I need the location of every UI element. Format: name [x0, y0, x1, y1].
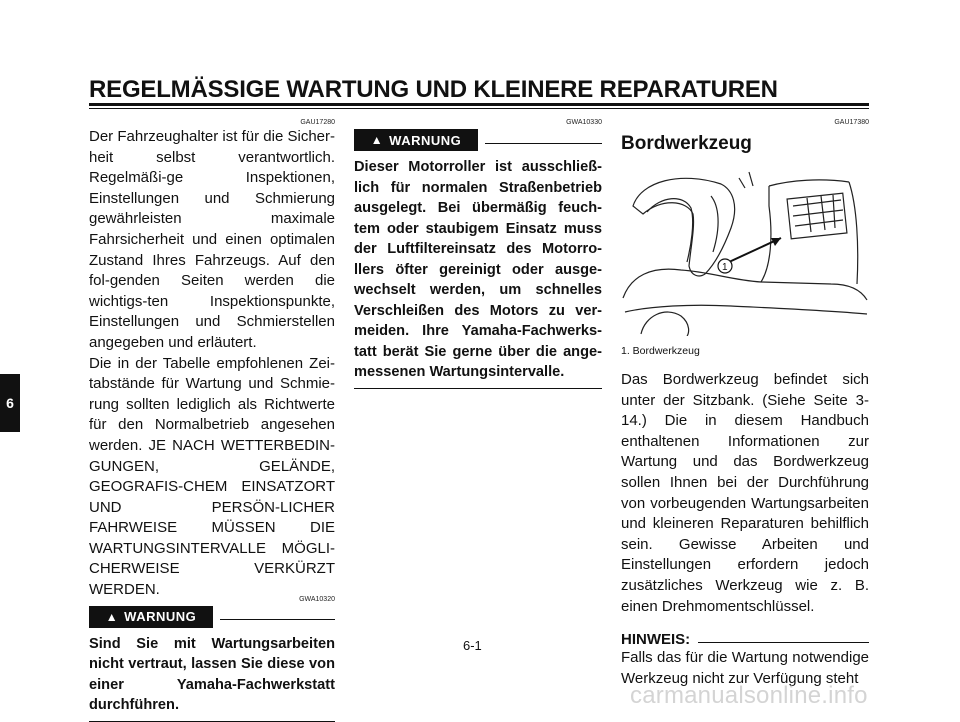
note-rule — [698, 642, 869, 643]
reference-code: GAU17380 — [834, 119, 869, 126]
warning-text: Sind Sie mit Wartungsarbeiten nicht vertraut, lassen Sie diese von einer Yamaha-Fachwerkstatt durchführen. — [89, 635, 335, 714]
warning-label: WARNUNG — [124, 609, 197, 625]
warning-label: WARNUNG — [389, 132, 462, 148]
warning-header — [354, 129, 602, 151]
warning-rule — [220, 619, 335, 620]
column-right — [621, 118, 869, 689]
reference-code: GAU17280 — [300, 119, 335, 126]
warning-triangle-icon: ▲ — [105, 609, 119, 624]
warning-badge — [354, 129, 478, 151]
callout-number: 1 — [722, 262, 728, 273]
interval-paragraph: Die in der Tabelle empfohlenen Zei-tabstände für Wartung und Schmie-rung sollten lediglich als Richtwerte für den Normalbetrieb angesehen werden. JE NACH WETTERBEDIN-GUNGEN, GELÄNDE, GEOGRAFIS-CHEM EINSATZORT UND PERSÖN-LICHER FAHRWEISE MÜSSEN DIE WARTUNGSINTERVALLE MÖGLI-CHERWEISE VERKÜRZT WERDEN. — [89, 354, 335, 599]
warning-code: GWA10320 — [299, 595, 335, 603]
watermark: carmanualsonline.info — [630, 682, 868, 709]
figure-caption: 1. Bordwerkzeug — [621, 345, 700, 357]
note-label: HINWEIS: — [621, 631, 691, 649]
note-header — [621, 631, 869, 648]
header-rule-thin — [89, 108, 869, 109]
header-rule — [89, 103, 869, 106]
section-title: Bordwerkzeug — [621, 133, 752, 154]
chapter-tab: 6 — [0, 374, 20, 432]
warning-triangle-icon: ▲ — [370, 133, 384, 147]
warning-code: GWA10330 — [566, 119, 602, 126]
warning-header — [89, 606, 335, 628]
scooter-seat-illustration — [621, 166, 869, 336]
column-left — [89, 118, 335, 722]
toolkit-illustration — [621, 166, 869, 336]
column-middle — [354, 118, 602, 389]
page-number: 6-1 — [463, 638, 482, 653]
warning-end-rule — [354, 388, 602, 389]
page-header-title: REGELMÄSSIGE WARTUNG UND KLEINERE REPARATUREN — [89, 76, 778, 103]
note-text: Falls das für die Wartung notwendige Werkzeug nicht zur Verfügung steht — [621, 649, 869, 687]
warning-badge — [89, 606, 213, 628]
intro-paragraph: Der Fahrzeughalter ist für die Sicher-heit selbst verantwortlich. Regelmäßi-ge Inspektionen, Einstellungen und Schmierung gewährleisten maximale Fahrsicherheit und einen optimalen Zustand Ihres Fahrzeugs. Auf den fol-genden Seiten werden die wichtigs-ten Inspektionspunkte, Einstellungen und Schmierstellen angegeben und erläutert. — [89, 128, 335, 351]
warning-rule — [485, 143, 602, 144]
warning-text: Dieser Motorroller ist ausschließ-lich für normalen Straßenbetrieb ausgelegt. Bei übermäßig feuch-tem oder staubigem Einsatz muss der Luftfiltereinsatz des Motorro-llers öfter gereinigt oder ausge-wechselt werden, um schnelles Verschleißen des Motors zu ver-meiden. Ihre Yamaha-Fachwerks-tatt berät Sie gerne über die ange-messenen Wartungsintervalle. — [354, 159, 602, 380]
toolkit-paragraph: Das Bordwerkzeug befindet sich unter der Sitzbank. (Siehe Seite 3-14.) Die in diesem Handbuch enthaltenen Informationen zur Wartung und das Bordwerkzeug sollen Ihnen bei der Durchführung von vorbeugenden Wartungsarbeiten und kleineren Reparaturen behilflich sein. Gewisse Arbeiten und Einstellungen erfordern jedoch zusätzliches Werkzeug wie z. B. einen Drehmomentschlüssel. — [621, 371, 869, 615]
